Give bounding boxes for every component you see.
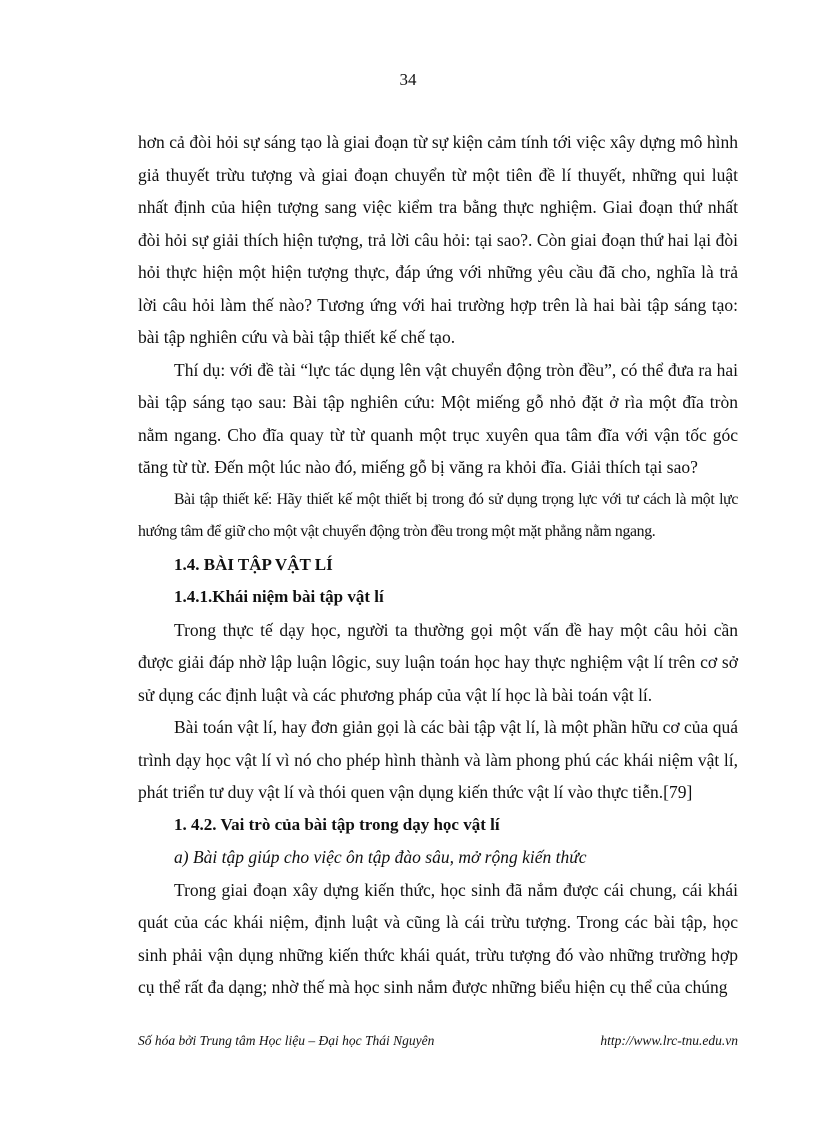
paragraph: Bài tập thiết kế: Hãy thiết kế một thiết bị trong đó sử dụng trọng lực với tư cách là một lực hướng tâm để giữ cho một vật chuyển động tròn đều trong một mặt phẳng nằm ngang. <box>138 490 738 540</box>
subsection-heading: 1. 4.2. Vai trò của bài tập trong dạy học vật lí <box>174 814 500 834</box>
paragraph: Trong giai đoạn xây dựng kiến thức, học sinh đã nắm được cái chung, cái khái quát của các khái niệm, định luật và cũng là cái trừu tượng. Trong các bài tập, học sinh phải vận dụng những kiến thức khái quát, trừu tượng đó vào những trường hợp cụ thể rất đa dạng; nhờ thế mà học sinh nắm được những biểu hiện cụ thể của chúng <box>138 879 738 997</box>
page-number: 34 <box>399 70 417 89</box>
footer-url: http://www.lrc-tnu.edu.vn <box>600 1033 738 1048</box>
paragraph: hơn cả đòi hỏi sự sáng tạo là giai đoạn từ sự kiện cảm tính tới việc xây dựng mô hình giả thuyết trừu tượng và giai đoạn chuyển từ một tiên đề lí thuyết, những qui luật nhất định của hiện tượng sang việc kiểm tra bằng thực nghiệm. Giai đoạn thứ nhất đòi hỏi sự giải thích hiện tượng, trả lời câu hỏi: tại sao?. Còn giai đoạn thứ hai lại đòi hỏi thực hiện một hiện tượng thực, đáp ứng với những yêu cầu đã cho, nghĩa là trả lời câu hỏi làm thế nào? Tương ứng với hai trường hợp trên là hai bài tập sáng tạo: bài tập nghiên cứu và bài tập thiết kế chế tạo. <box>138 132 738 347</box>
paragraph: Thí dụ: với đề tài “lực tác dụng lên vật chuyển động tròn đều”, có thể đưa ra hai bài tập sáng tạo sau: Bài tập nghiên cứu: Một miếng gỗ nhỏ đặt ở rìa một đĩa tròn nằm ngang. Cho đĩa quay từ từ quanh một trục xuyên qua tâm đĩa với vận tốc góc tăng từ từ. Đến một lúc nào đó, miếng gỗ bị văng ra khỏi đĩa. Giải thích tại sao? <box>138 359 738 477</box>
paragraph: Trong thực tế dạy học, người ta thường gọi một vấn đề hay một câu hỏi cần được giải đáp nhờ lập luận lôgic, suy luận toán học hay thực nghiệm vật lí trên cơ sở sử dụng các định luật và các phương pháp của vật lí học là bài toán vật lí. <box>138 619 738 705</box>
section-heading: 1.4. BÀI TẬP VẬT LÍ <box>174 554 333 574</box>
footer-source: Số hóa bởi Trung tâm Học liệu – Đại học Thái Nguyên <box>138 1033 435 1048</box>
subsection-heading: 1.4.1.Khái niệm bài tập vật lí <box>174 587 384 606</box>
italic-subheading: a) Bài tập giúp cho việc ôn tập đào sâu, mở rộng kiến thức <box>174 847 587 867</box>
paragraph: Bài toán vật lí, hay đơn giản gọi là các bài tập vật lí, là một phần hữu cơ của quá trình dạy học vật lí vì nó cho phép hình thành và làm phong phú các khái niệm vật lí, phát triển tư duy vật lí và thói quen vận dụng kiến thức vật lí vào thực tiễn.[79] <box>138 717 738 802</box>
page-body <box>138 126 738 1004</box>
